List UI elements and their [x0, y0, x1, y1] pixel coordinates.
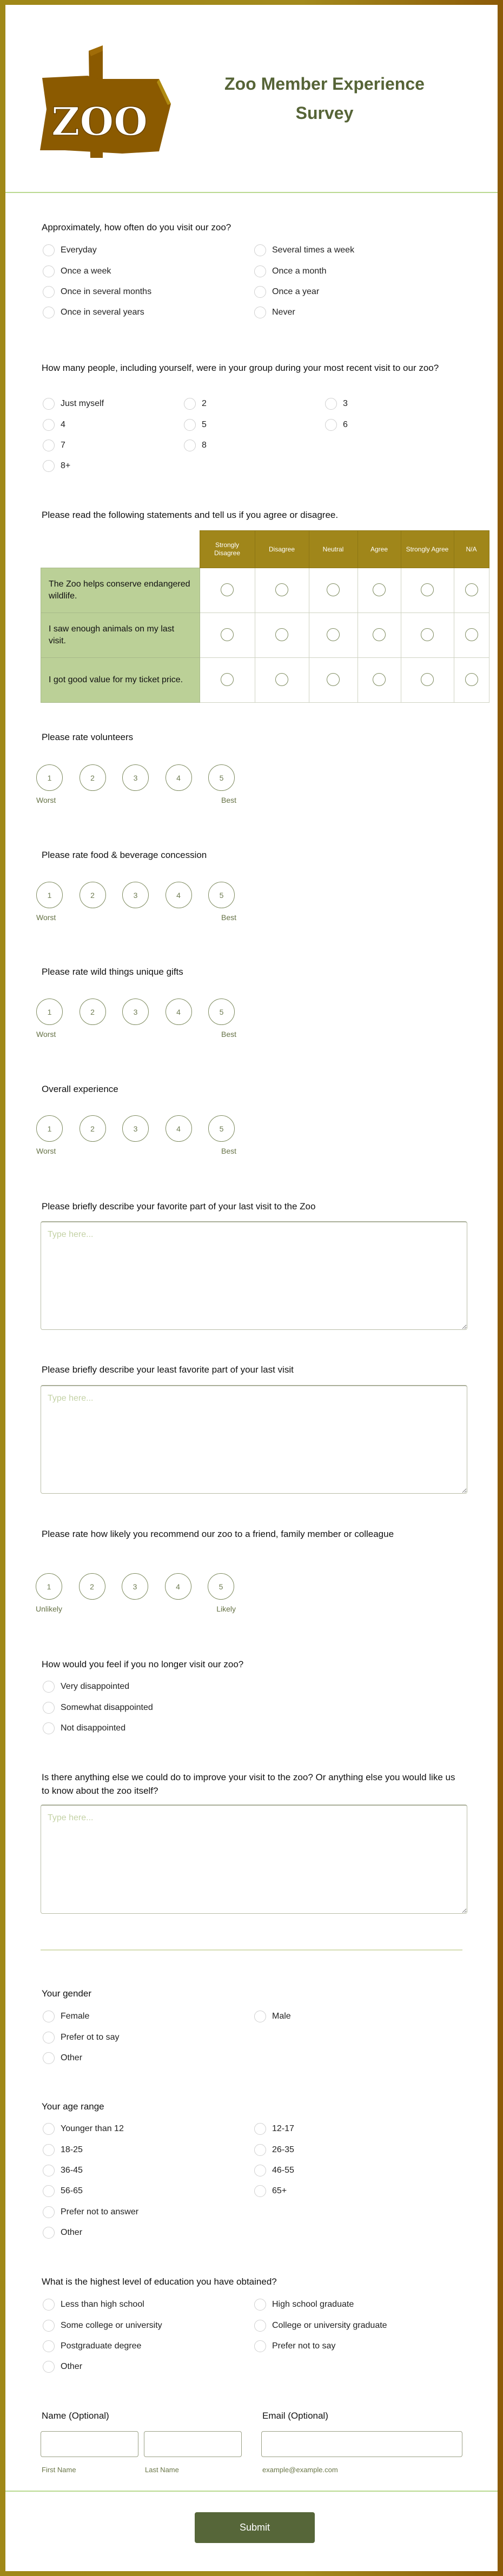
rating-high-label: Best	[221, 796, 236, 804]
matrix-radio-button[interactable]	[421, 673, 434, 686]
radio-button[interactable]	[184, 440, 196, 451]
radio-button[interactable]	[325, 398, 337, 410]
radio-row	[43, 1676, 254, 1697]
radio-option[interactable]	[43, 440, 184, 451]
radio-button[interactable]	[43, 2340, 55, 2352]
radio-row	[43, 2006, 466, 2027]
radio-button[interactable]	[254, 2320, 266, 2332]
radio-row	[43, 394, 466, 414]
first-name-input[interactable]	[41, 2431, 138, 2457]
radio-option[interactable]	[43, 2123, 254, 2135]
radio-option[interactable]	[254, 265, 466, 277]
rating-option-5[interactable]: 5	[208, 1573, 234, 1600]
page-title	[184, 69, 465, 128]
rating-high-label: Best	[221, 913, 236, 922]
radio-option[interactable]	[254, 2011, 466, 2022]
radio-button[interactable]	[254, 265, 266, 277]
question-label-feel: How would you feel if you no longer visit our zoo?	[42, 1659, 244, 1669]
rating-option-1[interactable]: 1	[36, 1115, 63, 1142]
matrix-cell	[200, 613, 255, 658]
question-label-favorite: Please briefly describe your favorite part of your last visit to the Zoo	[42, 1201, 316, 1212]
radio-option-label: College or university graduate	[272, 2320, 387, 2330]
name-label: Name (Optional)	[42, 2411, 109, 2421]
matrix-radio-button[interactable]	[221, 583, 234, 596]
radio-option-label: Other	[61, 2053, 83, 2062]
matrix-column-header: Agree	[358, 531, 401, 568]
age-radio-group	[43, 2119, 466, 2243]
radio-row	[43, 282, 466, 302]
radio-button[interactable]	[254, 2185, 266, 2197]
matrix-cell	[454, 613, 489, 658]
radio-button[interactable]	[184, 398, 196, 410]
matrix-radio-button[interactable]	[221, 673, 234, 686]
matrix-radio-button[interactable]	[275, 583, 288, 596]
radio-button[interactable]	[43, 2052, 55, 2064]
radio-option-label: 6	[343, 420, 348, 429]
radio-button[interactable]	[43, 2123, 55, 2135]
radio-option-label: 36-45	[61, 2165, 83, 2175]
radio-button[interactable]	[254, 2144, 266, 2156]
radio-option[interactable]	[43, 2032, 254, 2044]
radio-option-label: 5	[202, 420, 207, 429]
radio-button[interactable]	[325, 419, 337, 431]
question-label-improve: Is there anything else we could do to improve your visit to the zoo? Or anything else you would like us to know about the zoo itself?	[42, 1772, 455, 1796]
radio-option[interactable]	[43, 1681, 254, 1693]
radio-button[interactable]	[43, 1681, 55, 1693]
radio-row	[43, 2202, 466, 2222]
radio-option-label: Some college or university	[61, 2320, 162, 2330]
matrix-radio-button[interactable]	[327, 628, 340, 641]
overall-rating	[36, 1115, 236, 1159]
radio-row	[43, 2160, 466, 2181]
matrix-row-label: The Zoo helps conserve endangered wildlife.	[41, 568, 200, 613]
radio-option-label: Once a week	[61, 266, 111, 276]
radio-option-label: Prefer not to answer	[61, 2207, 139, 2216]
radio-button[interactable]	[43, 398, 55, 410]
gifts-rating	[36, 999, 236, 1042]
matrix-header-row	[41, 531, 489, 568]
rating-option-3[interactable]: 3	[122, 882, 149, 908]
gender-radio-group	[43, 2006, 466, 2068]
matrix-row	[41, 568, 489, 613]
radio-row	[43, 1697, 254, 1718]
matrix-cell	[454, 568, 489, 613]
radio-button[interactable]	[43, 265, 55, 277]
matrix-radio-button[interactable]	[221, 628, 234, 641]
radio-option[interactable]	[43, 419, 184, 431]
radio-row	[43, 240, 466, 261]
matrix-cell	[358, 613, 401, 658]
rating-option-4[interactable]: 4	[166, 999, 192, 1025]
rating-low-label: Worst	[36, 796, 56, 804]
rating-high-label: Likely	[216, 1605, 236, 1613]
rating-option-5[interactable]: 5	[208, 999, 235, 1025]
radio-option[interactable]	[43, 2185, 254, 2197]
radio-option-label: Once a year	[272, 287, 320, 296]
question-label-volunteers: Please rate volunteers	[42, 732, 134, 742]
radio-option[interactable]	[43, 2340, 254, 2352]
radio-button[interactable]	[254, 307, 266, 318]
radio-option-label: Not disappointed	[61, 1723, 126, 1733]
radio-button[interactable]	[43, 460, 55, 472]
radio-row	[43, 2222, 466, 2243]
favorite-part-textarea[interactable]	[41, 1221, 467, 1330]
first-name-sublabel: First Name	[42, 2466, 76, 2474]
radio-row	[43, 2027, 466, 2047]
matrix-cell	[200, 568, 255, 613]
radio-option[interactable]	[254, 307, 466, 318]
matrix-row-label: I saw enough animals on my last visit.	[41, 613, 200, 658]
radio-option[interactable]	[43, 2052, 254, 2064]
radio-button[interactable]	[43, 2206, 55, 2218]
matrix-radio-button[interactable]	[327, 583, 340, 596]
radio-button[interactable]	[254, 2299, 266, 2311]
radio-option-label: 65+	[272, 2186, 287, 2196]
radio-button[interactable]	[43, 1722, 55, 1734]
radio-row	[43, 456, 466, 476]
footer-divider	[5, 2491, 498, 2492]
radio-option-label: Just myself	[61, 399, 104, 409]
radio-option-label: 8	[202, 440, 207, 450]
submit-button[interactable]: Submit	[195, 2512, 315, 2543]
radio-row	[43, 2294, 466, 2315]
radio-option-label: 7	[61, 440, 65, 450]
radio-button[interactable]	[43, 2227, 55, 2239]
radio-button[interactable]	[254, 2165, 266, 2176]
matrix-radio-button[interactable]	[465, 673, 478, 686]
matrix-cell	[200, 658, 255, 703]
radio-button[interactable]	[43, 2011, 55, 2022]
radio-button[interactable]	[43, 244, 55, 256]
matrix-radio-button[interactable]	[373, 583, 386, 596]
matrix-radio-button[interactable]	[373, 628, 386, 641]
frequency-radio-group	[43, 240, 466, 323]
feel-radio-group	[43, 1676, 254, 1739]
radio-option[interactable]	[43, 2144, 254, 2156]
radio-row	[43, 2048, 466, 2068]
matrix-corner	[41, 531, 200, 568]
radio-button[interactable]	[43, 2320, 55, 2332]
question-label-gender: Your gender	[42, 1988, 92, 1999]
radio-option[interactable]	[254, 286, 466, 298]
radio-button[interactable]	[43, 2165, 55, 2176]
radio-option-label: Never	[272, 308, 295, 317]
radio-option[interactable]	[254, 244, 466, 256]
radio-button[interactable]	[254, 244, 266, 256]
radio-row	[43, 2119, 466, 2139]
radio-option[interactable]	[254, 2320, 466, 2332]
radio-option-label: 26-35	[272, 2145, 294, 2154]
radio-row	[43, 1718, 254, 1739]
matrix-column-header: Strongly Agree	[401, 531, 454, 568]
matrix-cell	[255, 568, 309, 613]
matrix-column-header: Neutral	[309, 531, 358, 568]
radio-row	[43, 2139, 466, 2160]
radio-option-label: 4	[61, 420, 65, 429]
matrix-radio-button[interactable]	[465, 628, 478, 641]
radio-button[interactable]	[254, 286, 266, 298]
radio-row	[43, 414, 466, 435]
question-label-food: Please rate food & beverage concession	[42, 850, 207, 860]
radio-button[interactable]	[254, 2123, 266, 2135]
rating-option-1[interactable]: 1	[36, 764, 63, 791]
radio-row	[43, 2336, 466, 2357]
rating-option-3[interactable]: 3	[122, 999, 149, 1025]
matrix-cell	[401, 613, 454, 658]
radio-option-label: Female	[61, 2012, 90, 2021]
rating-option-2[interactable]: 2	[80, 999, 106, 1025]
matrix-cell	[309, 658, 358, 703]
matrix-radio-button[interactable]	[373, 673, 386, 686]
radio-option[interactable]	[43, 2206, 254, 2218]
agreement-matrix	[41, 530, 489, 703]
radio-option[interactable]	[43, 398, 184, 410]
matrix-radio-button[interactable]	[275, 673, 288, 686]
rating-low-label: Worst	[36, 1030, 56, 1039]
radio-option-label: Prefer not to say	[272, 2341, 336, 2351]
matrix-cell	[358, 568, 401, 613]
radio-option-label: Very disappointed	[61, 1682, 130, 1692]
question-label-least-favorite: Please briefly describe your least favorite part of your last visit	[42, 1364, 294, 1375]
radio-option[interactable]	[184, 440, 325, 451]
section-divider	[41, 1949, 462, 1951]
matrix-cell	[358, 658, 401, 703]
rating-option-1[interactable]: 1	[36, 999, 63, 1025]
rating-high-label: Best	[221, 1147, 236, 1155]
radio-row	[43, 261, 466, 281]
radio-option[interactable]	[254, 2123, 466, 2135]
radio-option-label: Other	[61, 2362, 83, 2372]
radio-button[interactable]	[43, 2299, 55, 2311]
rating-option-1[interactable]: 1	[36, 882, 63, 908]
matrix-cell	[309, 613, 358, 658]
radio-option-label: Prefer ot to say	[61, 2032, 120, 2042]
radio-option[interactable]	[43, 244, 254, 256]
radio-button[interactable]	[43, 2185, 55, 2197]
recommend-rating	[36, 1573, 236, 1616]
group-size-radio-group	[43, 394, 466, 477]
radio-option[interactable]	[43, 2011, 254, 2022]
zoo-sign-logo	[39, 44, 175, 158]
radio-option-label: Male	[272, 2012, 291, 2021]
rating-option-3[interactable]: 3	[122, 764, 149, 791]
matrix-cell	[255, 613, 309, 658]
radio-option[interactable]	[43, 460, 184, 472]
title-line-1: Zoo Member Experience	[224, 74, 425, 94]
radio-button[interactable]	[43, 2361, 55, 2373]
radio-option-label: Younger than 12	[61, 2124, 124, 2134]
rating-option-3[interactable]: 3	[122, 1573, 148, 1600]
radio-row	[43, 2181, 466, 2201]
question-label-education: What is the highest level of education you have obtained?	[42, 2277, 277, 2287]
radio-option-label: Postgraduate degree	[61, 2341, 142, 2351]
radio-option-label: High school graduate	[272, 2300, 354, 2309]
title-line-2: Survey	[295, 103, 354, 123]
matrix-row	[41, 658, 489, 703]
radio-option-label: Several times a week	[272, 245, 355, 255]
radio-option[interactable]	[254, 2144, 466, 2156]
radio-option[interactable]	[254, 2185, 466, 2197]
radio-option-label: 46-55	[272, 2165, 294, 2175]
radio-option-label: Once in several months	[61, 287, 152, 296]
rating-option-2[interactable]: 2	[80, 882, 106, 908]
radio-button[interactable]	[43, 419, 55, 431]
radio-row	[43, 2315, 466, 2335]
least-favorite-part-textarea[interactable]	[41, 1385, 467, 1494]
radio-option[interactable]	[325, 398, 466, 410]
radio-button[interactable]	[184, 419, 196, 431]
radio-row	[43, 302, 466, 323]
radio-row	[43, 2357, 466, 2377]
rating-low-label: Worst	[36, 913, 56, 922]
matrix-radio-button[interactable]	[275, 628, 288, 641]
rating-low-label: Worst	[36, 1147, 56, 1155]
rating-option-4[interactable]: 4	[166, 764, 192, 791]
radio-option-label: Everyday	[61, 245, 97, 255]
radio-option[interactable]	[254, 2340, 466, 2352]
rating-option-1[interactable]: 1	[36, 1573, 62, 1600]
radio-option[interactable]	[43, 2165, 254, 2176]
matrix-cell	[401, 658, 454, 703]
matrix-radio-button[interactable]	[421, 583, 434, 596]
radio-option[interactable]	[254, 2299, 466, 2311]
radio-option[interactable]	[43, 286, 254, 298]
matrix-row-label: I got good value for my ticket price.	[41, 658, 200, 703]
rating-option-4[interactable]: 4	[165, 1573, 191, 1600]
rating-option-3[interactable]: 3	[122, 1115, 149, 1142]
radio-row	[43, 435, 466, 456]
matrix-cell	[401, 568, 454, 613]
question-label-recommend: Please rate how likely you recommend our zoo to a friend, family member or colleague	[42, 1529, 394, 1539]
rating-option-5[interactable]: 5	[208, 764, 235, 791]
question-label-overall: Overall experience	[42, 1084, 118, 1094]
rating-option-5[interactable]: 5	[208, 1115, 235, 1142]
radio-option-label: 18-25	[61, 2145, 83, 2154]
email-label: Email (Optional)	[262, 2411, 328, 2421]
radio-button[interactable]	[43, 440, 55, 451]
radio-option-label: 56-65	[61, 2186, 83, 2196]
radio-button[interactable]	[43, 2032, 55, 2044]
question-label-gifts: Please rate wild things unique gifts	[42, 967, 183, 977]
food-rating	[36, 882, 236, 925]
email-input[interactable]	[261, 2431, 462, 2457]
volunteers-rating	[36, 764, 236, 808]
radio-button[interactable]	[254, 2011, 266, 2022]
radio-option[interactable]	[43, 307, 254, 318]
matrix-cell	[454, 658, 489, 703]
matrix-cell	[255, 658, 309, 703]
svg-text:ZOO: ZOO	[51, 98, 148, 144]
rating-option-2[interactable]: 2	[80, 1115, 106, 1142]
radio-option-label: Other	[61, 2228, 83, 2238]
question-label-matrix: Please read the following statements and tell us if you agree or disagree.	[42, 510, 339, 520]
improve-textarea[interactable]	[41, 1805, 467, 1914]
question-label-group-size: How many people, including yourself, were in your group during your most recent visit to our zoo?	[42, 363, 439, 373]
radio-button[interactable]	[254, 2340, 266, 2352]
radio-option[interactable]	[43, 1722, 254, 1734]
rating-option-4[interactable]: 4	[166, 882, 192, 908]
email-sublabel: example@example.com	[262, 2466, 338, 2474]
radio-option-label: Once in several years	[61, 308, 144, 317]
matrix-row	[41, 613, 489, 658]
matrix-cell	[309, 568, 358, 613]
matrix-radio-button[interactable]	[421, 628, 434, 641]
radio-option[interactable]	[43, 2227, 254, 2239]
radio-option[interactable]	[325, 419, 466, 431]
rating-option-4[interactable]: 4	[166, 1115, 192, 1142]
rating-high-label: Best	[221, 1030, 236, 1039]
matrix-column-header: Strongly Disagree	[200, 531, 255, 568]
radio-option-label: Somewhat disappointed	[61, 1702, 153, 1712]
rating-option-2[interactable]: 2	[79, 1573, 105, 1600]
radio-button[interactable]	[43, 2144, 55, 2156]
radio-option-label: Less than high school	[61, 2300, 144, 2309]
radio-option-label: 3	[343, 399, 348, 409]
radio-option[interactable]	[184, 419, 325, 431]
rating-option-2[interactable]: 2	[80, 764, 106, 791]
radio-button[interactable]	[43, 307, 55, 318]
matrix-radio-button[interactable]	[465, 583, 478, 596]
education-radio-group	[43, 2294, 466, 2378]
last-name-input[interactable]	[144, 2431, 242, 2457]
radio-option[interactable]	[184, 398, 325, 410]
radio-option[interactable]	[43, 2320, 254, 2332]
header-divider	[5, 192, 498, 193]
radio-option[interactable]	[43, 1702, 254, 1714]
rating-option-5[interactable]: 5	[208, 882, 235, 908]
matrix-column-header: Disagree	[255, 531, 309, 568]
radio-button[interactable]	[43, 286, 55, 298]
matrix-column-header: N/A	[454, 531, 489, 568]
radio-option-label: 8+	[61, 461, 71, 471]
radio-option-label: 12-17	[272, 2124, 294, 2134]
radio-option-label: 2	[202, 399, 207, 409]
matrix-radio-button[interactable]	[327, 673, 340, 686]
radio-option[interactable]	[43, 2361, 254, 2373]
radio-option[interactable]	[43, 265, 254, 277]
question-label-age: Your age range	[42, 2101, 104, 2112]
radio-option[interactable]	[43, 2299, 254, 2311]
radio-option-label: Once a month	[272, 266, 327, 276]
question-label-frequency: Approximately, how often do you visit our zoo?	[42, 222, 231, 232]
last-name-sublabel: Last Name	[145, 2466, 179, 2474]
rating-low-label: Unlikely	[36, 1605, 63, 1613]
radio-option[interactable]	[254, 2165, 466, 2176]
radio-button[interactable]	[43, 1702, 55, 1714]
